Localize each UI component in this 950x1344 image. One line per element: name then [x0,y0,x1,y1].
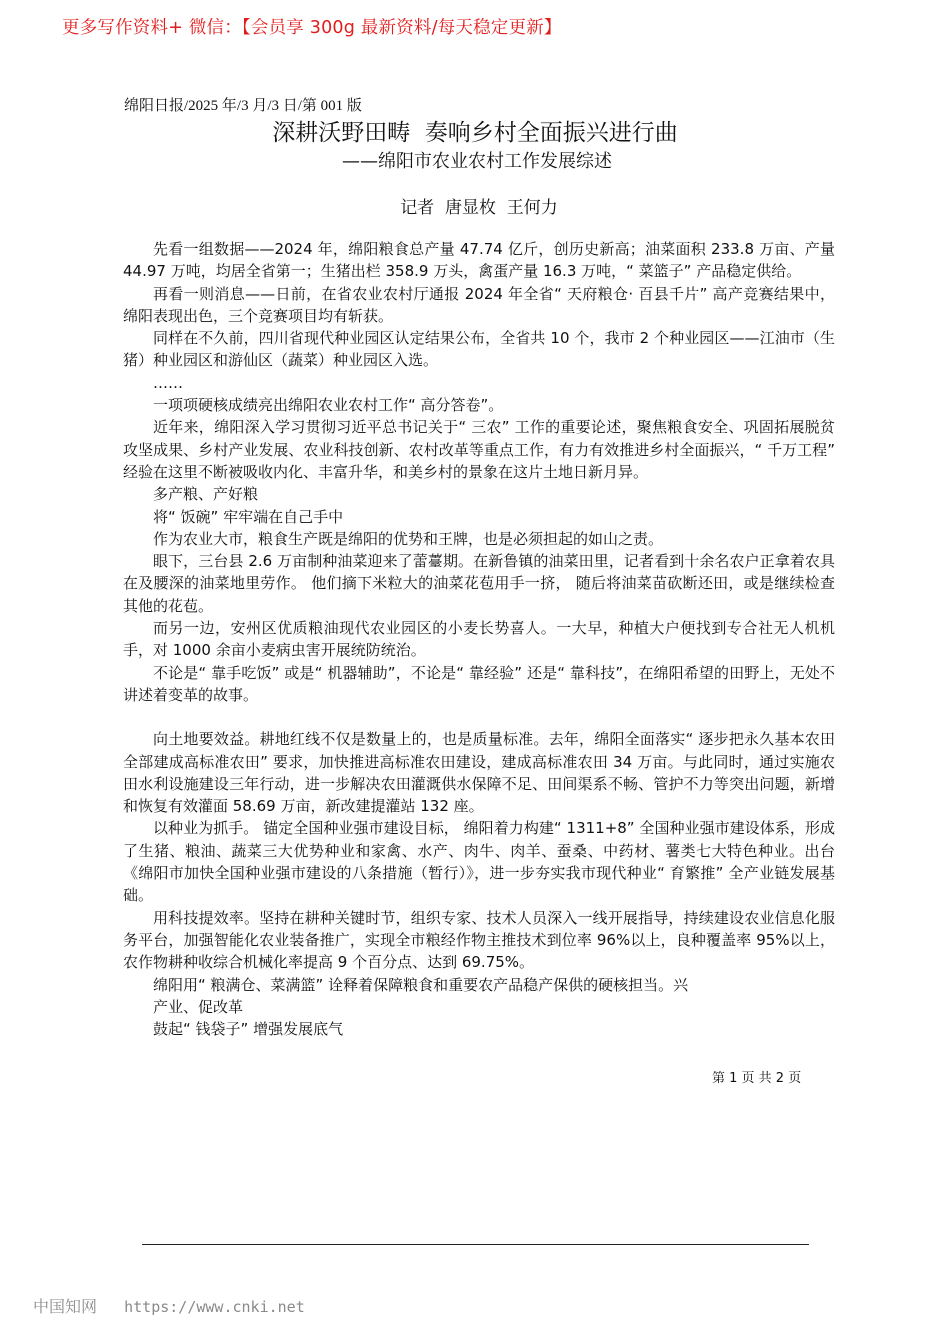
paragraph: 作为农业大市，粮食生产既是绵阳的优势和王牌，也是必须担起的如山之责。 [153,529,664,548]
paragraph: 而另一边，安州区优质粮油现代农业园区的小麦长势喜人。一大早，种植大户便找到专合社无人机机手，对 1000 余亩小麦病虫害开展统防统治。 [123,619,835,660]
byline: 记者 唐显枚 王何力 [400,198,558,218]
section-heading: 鼓起“ 钱袋子” 增强发展底气 [153,1020,344,1039]
paragraph: 向土地要效益。耕地红线不仅是数量上的，也是质量标准。去年，绵阳全面落实“ 逐步把永久基本农田全部建成高标准农田” 要求，加快推进高标准农田建设，建成高标准农田 34 万亩。与此同时，通过实施农田水利设施建设三年行动，进一步解决农田灌溉供水保障不足、田间渠系不畅、管护不力等突出问题，新增和恢复有效灌面 58.69 万亩，新改建提灌站 132 座。 [123,730,835,816]
subheadline: ——绵阳市农业农村工作发展综述 [342,151,612,172]
paragraph: 同样在不久前，四川省现代种业园区认定结果公布，全省共 10 个，我市 2 个种业园区——江油市（生猪）种业园区和游仙区（蔬菜）种业园区入选。 [123,329,835,370]
paragraph: 再看一则消息——日前，在省农业农村厅通报 2024 年全省“ 天府粮仓· 百县千片” 高产竞赛结果中，绵阳表现出色，三个竞赛项目均有斩获。 [123,284,835,325]
paragraph: 一项项硬核成绩亮出绵阳农业农村工作“ 高分答卷”。 [153,396,504,415]
paragraph: 不论是“ 靠手吃饭” 或是“ 机器辅助”，不论是“ 靠经验” 还是“ 靠科技”，在绵阳希望的田野上，无处不讲述着变革的故事。 [123,663,835,704]
promo-banner: 更多写作资料+ 微信：【会员享 300g 最新资料/每天稳定更新】 [62,18,562,38]
section-heading: 产业、促改革 [153,997,244,1016]
paragraph: 绵阳用“ 粮满仓、菜满篮” 诠释着保障粮食和重要农产品稳产保供的硬核担当。兴 [153,975,689,994]
paragraph: 近年来，绵阳深入学习贯彻习近平总书记关于“ 三农” 工作的重要论述，聚焦粮食安全、巩固拓展脱贫攻坚成果、乡村产业发展、农业科技创新、农村改革等重点工作，有力有效推进乡村全面振兴，“ 千万工程” 经验在这里不断被吸收内化、丰富升华，和美乡村的景象在这片土地日新月异。 [123,418,835,481]
footer-divider [142,1244,809,1245]
footer-url-link[interactable]: https://www.cnki.net [124,1298,305,1316]
footer-site-name: 中国知网 [33,1299,98,1316]
paragraph: …… [153,373,183,392]
paragraph: 用科技提效率。坚持在耕种关键时节，组织专家、技术人员深入一线开展指导，持续建设农业信息化服务平台，加强智能化农业装备推广，实现全市粮经作物主推技术到位率 96%以上，良种覆盖率 95%以上，农作物耕种收综合机械化率提高 9 个百分点、达到 69.75%。 [123,908,835,972]
paragraph: 眼下，三台县 2.6 万亩制种油菜迎来了蕾薹期。在新鲁镇的油菜田里，记者看到十余名农户正拿着农具在及腰深的油菜地里劳作。 他们摘下米粒大的油菜花苞用手一挤， 随后将油菜苗砍断还田，或是继续检查其他的花苞。 [123,552,835,615]
headline: 深耕沃野田畴 奏响乡村全面振兴进行曲 [272,120,678,146]
section-heading: 多产粮、产好粮 [153,485,259,504]
footer [33,1294,305,1317]
paragraph: 以种业为抓手。 锚定全国种业强市建设目标， 绵阳着力构建“ 1311+8” 全国种业强市建设体系，形成了生猪、粮油、蔬菜三大优势种业和家禽、水产、肉牛、肉羊、蚕桑、中药材、薯类七大特色种业。出台《绵阳市加快全国种业强市建设的八条措施（暂行）》，进一步夯实我市现代种业“ 育繁推” 全产业链发展基础。 [123,819,835,905]
page-number: 第 1 页 共 2 页 [712,1071,802,1086]
paragraph: 先看一组数据——2024 年，绵阳粮食总产量 47.74 亿斤，创历史新高；油菜面积 233.8 万亩、产量 44.97 万吨，均居全省第一；生猪出栏 358.9 万头，禽蛋产量 16.3 万吨，“ 菜篮子” 产品稳定供给。 [123,240,835,281]
article-body [123,238,835,1040]
source-line: 绵阳日报/2025 年/3 月/3 日/第 001 版 [124,98,362,114]
section-heading: 将“ 饭碗” 牢牢端在自己手中 [153,507,344,526]
